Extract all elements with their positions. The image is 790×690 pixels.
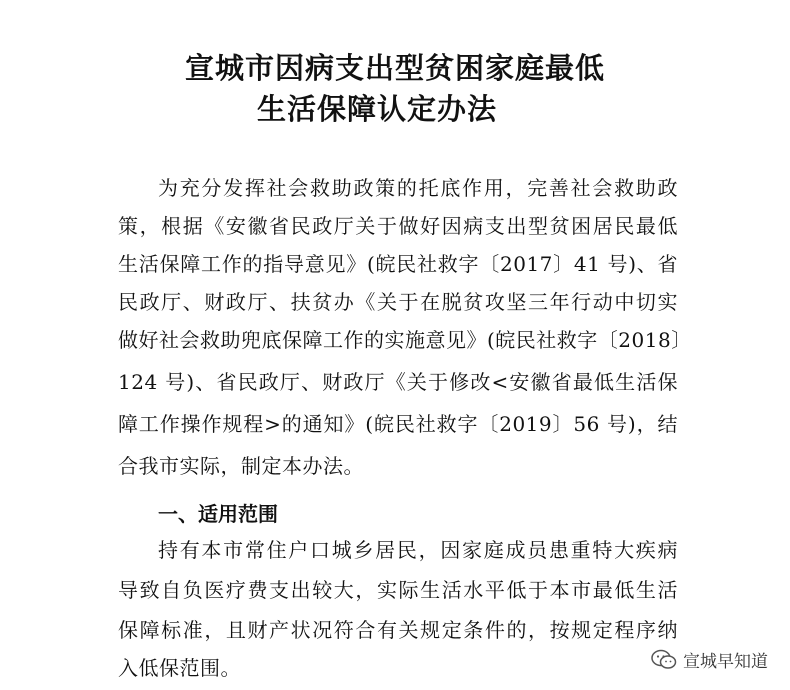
preamble-line-7: 障工作操作规程>的通知》(皖民社救字〔2019〕56 号)，结 xyxy=(118,412,678,436)
section-line-4: 入低保范围。 xyxy=(118,656,241,680)
preamble-line-2: 策，根据《安徽省民政厅关于做好因病支出型贫困居民最低 xyxy=(118,214,678,238)
section-line-3: 保障标准，且财产状况符合有关规定条件的，按规定程序纳 xyxy=(118,618,678,642)
section-heading: 一、适用范围 xyxy=(158,502,278,526)
section-line-1: 持有本市常住户口城乡居民，因家庭成员患重特大疾病 xyxy=(158,538,678,562)
preamble-line-3: 生活保障工作的指导意见》(皖民社救字〔2017〕41 号)、省 xyxy=(118,252,678,276)
watermark-label: 宣城早知道 xyxy=(683,652,768,672)
wechat-icon xyxy=(651,649,677,671)
preamble-line-5: 做好社会救助兜底保障工作的实施意见》(皖民社救字〔2018〕 xyxy=(118,328,692,352)
document-title-line-1: 宣城市因病支出型贫困家庭最低 xyxy=(184,51,605,85)
preamble-line-1: 为充分发挥社会救助政策的托底作用，完善社会救助政 xyxy=(158,176,678,200)
section-line-2: 导致自负医疗费支出较大，实际生活水平低于本市最低生活 xyxy=(118,578,678,602)
preamble-line-4: 民政厅、财政厅、扶贫办《关于在脱贫攻坚三年行动中切实 xyxy=(118,290,678,314)
preamble-line-6: 124 号)、省民政厅、财政厅《关于修改<安徽省最低生活保 xyxy=(118,370,678,394)
preamble-line-8: 合我市实际，制定本办法。 xyxy=(118,454,364,478)
watermark xyxy=(647,645,772,674)
document-title-line-2: 生活保障认定办法 xyxy=(256,92,497,126)
